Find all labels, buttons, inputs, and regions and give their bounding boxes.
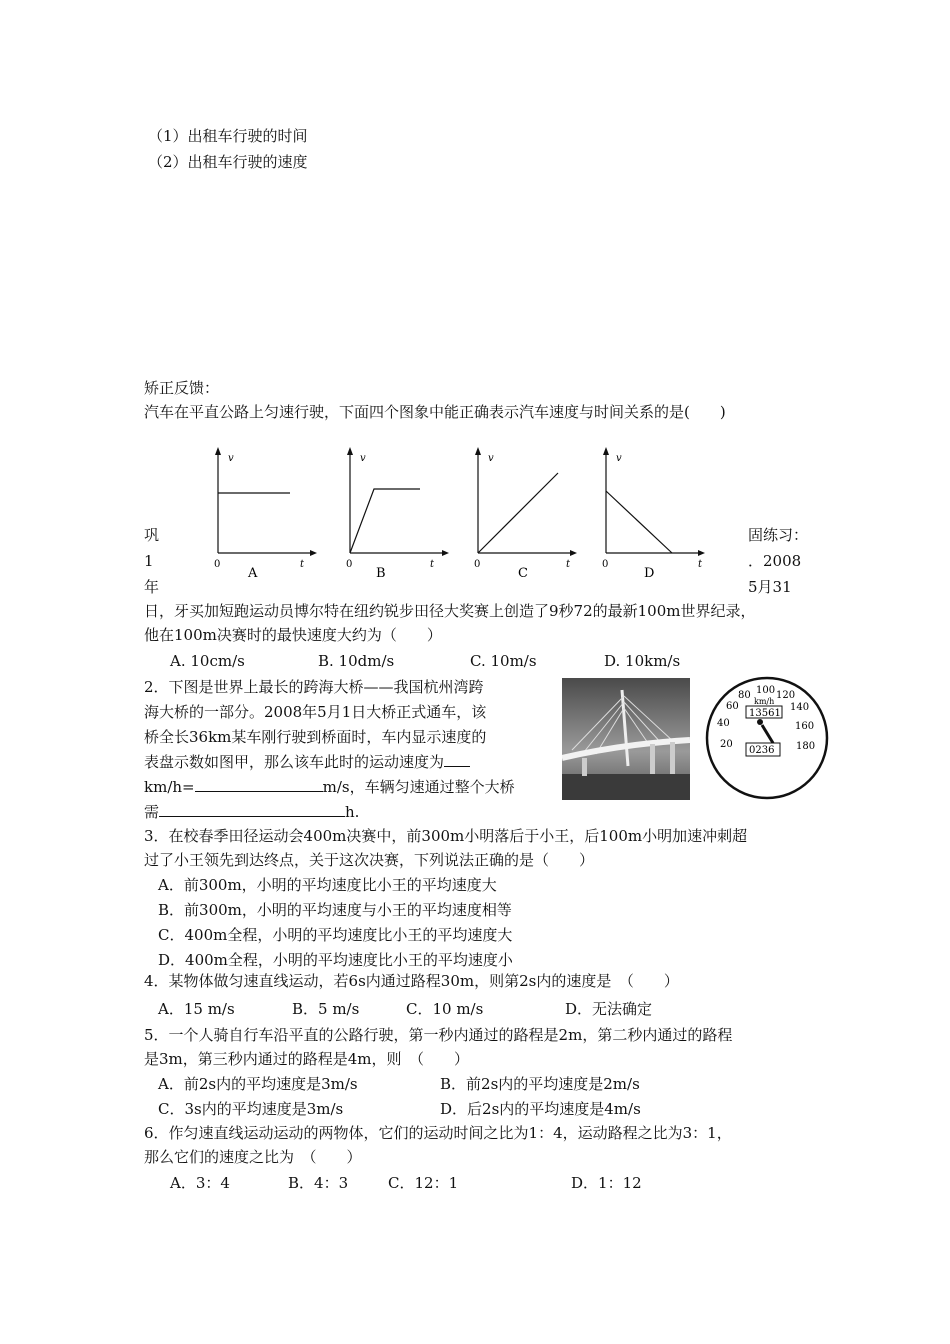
q2-text-line3: 桥全长36km某车刚行驶到桥面时，车内显示速度的 — [144, 728, 487, 746]
q2-text-line5 — [144, 776, 515, 798]
v-label: v — [228, 453, 234, 464]
t-label: t — [430, 559, 435, 570]
graph-label: A — [248, 566, 258, 581]
graph-a — [200, 445, 320, 590]
q2-line5-prefix: km/h= — [144, 778, 195, 796]
v-axis-arrow — [347, 447, 353, 455]
gauge-tick-100: 100 — [756, 685, 776, 696]
graph-d — [588, 445, 708, 590]
q4-option-c: C．10 m/s — [406, 1000, 484, 1018]
origin-label: 0 — [474, 559, 481, 570]
q1-option-b: B. 10dm/s — [318, 652, 395, 670]
bridge-illustration — [562, 678, 690, 800]
q5-option-c: C．3s内的平均速度是3m/s — [158, 1100, 344, 1118]
gauge-tick-180: 180 — [796, 741, 816, 752]
q2-text-line1: 2．下图是世界上最长的跨海大桥——我国杭州湾跨 — [144, 678, 484, 696]
q3-option-a: A．前300m，小明的平均速度比小王的平均速度大 — [158, 876, 497, 894]
question-part-2: （2）出租车行驶的速度 — [148, 153, 308, 171]
bridge-photo — [562, 678, 690, 800]
v-axis-arrow — [475, 447, 481, 455]
q4-text-line1: 4．某物体做匀速直线运动，若6s内通过路程30m，则第2s内的速度是 （ ） — [144, 972, 679, 990]
practice-heading-right-1: 固练习： — [748, 526, 809, 544]
gauge-tick-160: 160 — [795, 721, 815, 732]
q4-option-a: A．15 m/s — [158, 1000, 235, 1018]
q6-text-line1: 6．作匀速直线运动运动的两物体，它们的运动时间之比为1：4，运动路程之比为3：1， — [144, 1124, 732, 1142]
q2-line4-text: 表盘示数如图甲，那么该车此时的运动速度为 — [144, 753, 445, 771]
graph-b — [332, 445, 452, 590]
v-label: v — [360, 453, 366, 464]
odometer-reading: 13561 — [749, 708, 781, 719]
answer-blank-hours[interactable] — [159, 802, 345, 817]
q6-text-line2: 那么它们的速度之比为 （ ） — [144, 1148, 362, 1166]
gauge-tick-60: 60 — [726, 701, 739, 712]
v-axis-arrow — [603, 447, 609, 455]
graph-label: C — [518, 566, 528, 581]
q6-option-d: D．1：12 — [571, 1174, 642, 1192]
practice-heading-right-2: ．2008 — [748, 552, 802, 570]
answer-blank-ms[interactable] — [195, 777, 323, 792]
gauge-tick-20: 20 — [720, 739, 733, 750]
q2-line6-suffix: h. — [345, 803, 360, 821]
t-axis-arrow — [310, 550, 317, 556]
trip-reading: 0236 — [749, 745, 775, 756]
q3-text-line2: 过了小王领先到达终点，关于这次决赛，下列说法正确的是（ ） — [144, 851, 595, 869]
t-label: t — [566, 559, 571, 570]
gauge-tick-40: 40 — [717, 718, 730, 729]
origin-label: 0 — [214, 559, 221, 570]
v-axis-arrow — [215, 447, 221, 455]
practice-heading-left-3: 年 — [144, 578, 160, 596]
q2-text-line6 — [144, 801, 359, 823]
t-axis-arrow — [570, 550, 577, 556]
gauge-tick-140: 140 — [790, 702, 810, 713]
q5-text-line2: 是3m，第三秒内通过的路程是4m，则 （ ） — [144, 1050, 470, 1068]
gauge-rim — [707, 678, 827, 798]
q6-option-c: C．12：1 — [388, 1174, 459, 1192]
feedback-question: 汽车在平直公路上匀速行驶，下面四个图象中能正确表示汽车速度与时间关系的是( ) — [144, 403, 726, 421]
t-axis-arrow — [442, 550, 449, 556]
q3-option-b: B．前300m，小明的平均速度与小王的平均速度相等 — [158, 901, 512, 919]
feedback-heading: 矫正反馈： — [144, 379, 220, 397]
q1-option-d: D. 10km/s — [604, 652, 681, 670]
velocity-line — [350, 489, 420, 553]
velocity-line — [478, 473, 558, 553]
q5-option-a: A．前2s内的平均速度是3m/s — [158, 1075, 358, 1093]
q5-option-d: D．后2s内的平均速度是4m/s — [440, 1100, 641, 1118]
practice-heading-left-1: 巩 — [144, 526, 160, 544]
practice-heading-left-2: 1 — [144, 552, 154, 570]
origin-label: 0 — [346, 559, 353, 570]
question-part-1: （1）出租车行驶的时间 — [148, 127, 308, 145]
graph-label: B — [376, 566, 386, 581]
q5-text-line1: 5．一个人骑自行车沿平直的公路行驶，第一秒内通过的路程是2m，第二秒内通过的路程 — [144, 1026, 733, 1044]
gauge-tick-80: 80 — [738, 690, 751, 701]
graph-c — [460, 445, 580, 590]
q1-option-a: A. 10cm/s — [170, 652, 245, 670]
q6-option-a: A．3：4 — [170, 1174, 230, 1192]
q3-option-c: C．400m全程，小明的平均速度比小王的平均速度大 — [158, 926, 513, 944]
q5-option-b: B．前2s内的平均速度是2m/s — [440, 1075, 640, 1093]
t-axis-arrow — [698, 550, 705, 556]
q2-line5-suffix: m/s，车辆匀速通过整个大桥 — [322, 778, 515, 796]
q3-text-line1: 3．在校春季田径运动会400m决赛中，前300m小明落后于小王，后100m小明加速冲刺超 — [144, 827, 748, 845]
t-label: t — [698, 559, 703, 570]
practice-heading-right-3: 5月31 — [748, 578, 792, 596]
q2-line6-prefix: 需 — [144, 803, 160, 821]
q1-text-line1: 日，牙买加短跑运动员博尔特在纽约锐步田径大奖赛上创造了9秒72的最新100m世界纪录， — [144, 602, 756, 620]
q1-text-line2: 他在100m决赛时的最快速度大约为（ ） — [144, 626, 442, 644]
origin-label: 0 — [602, 559, 609, 570]
velocity-line — [606, 491, 672, 553]
v-label: v — [616, 453, 622, 464]
graph-label: D — [644, 566, 655, 581]
gauge-unit: km/h — [754, 697, 775, 706]
q2-text-line4 — [144, 751, 470, 773]
q1-option-c: C. 10m/s — [470, 652, 537, 670]
answer-blank-kmh[interactable] — [444, 752, 470, 767]
needle-hub — [757, 719, 763, 725]
v-label: v — [488, 453, 494, 464]
t-label: t — [300, 559, 305, 570]
q4-option-b: B．5 m/s — [292, 1000, 360, 1018]
speedometer-gauge — [702, 673, 832, 803]
gauge-tick-120: 120 — [776, 690, 796, 701]
q2-text-line2: 海大桥的一部分。2008年5月1日大桥正式通车，该 — [144, 703, 487, 721]
q3-option-d: D．400m全程，小明的平均速度比小王的平均速度小 — [158, 951, 513, 969]
q6-option-b: B．4：3 — [288, 1174, 349, 1192]
q4-option-d: D．无法确定 — [565, 1000, 653, 1018]
